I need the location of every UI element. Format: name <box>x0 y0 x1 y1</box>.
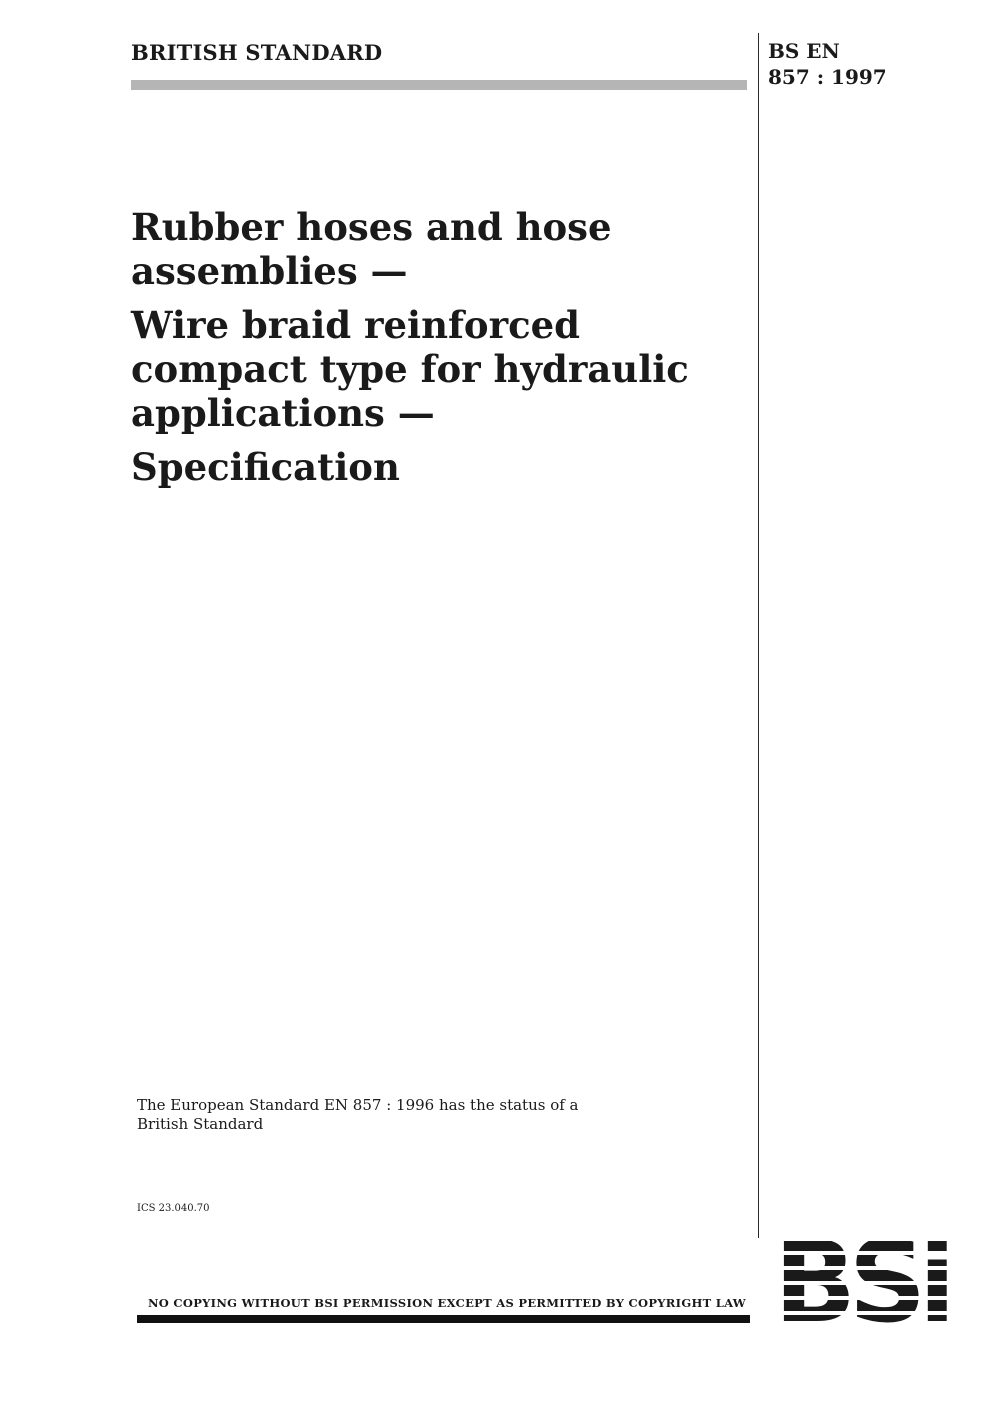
title-part-1: Rubber hoses and hose assemblies — <box>131 205 612 293</box>
bsi-logo-icon: BSi <box>774 1241 948 1324</box>
header-rule <box>131 80 747 90</box>
vertical-divider <box>758 33 759 1238</box>
standard-number-line1: BS EN <box>768 39 840 63</box>
standard-number-line2: 857 : 1997 <box>768 65 887 89</box>
footer-rule <box>137 1315 750 1323</box>
copyright-notice: NO COPYING WITHOUT BSI PERMISSION EXCEPT AS PERMITTED BY COPYRIGHT LAW <box>148 1296 747 1310</box>
standard-number <box>768 38 887 90</box>
document-title <box>131 205 741 499</box>
title-part-3: Specification <box>131 445 400 489</box>
document-type-label: BRITISH STANDARD <box>131 40 383 65</box>
status-line-1: The European Standard EN 857 : 1996 has the status of a <box>137 1096 579 1114</box>
status-statement <box>137 1096 597 1134</box>
title-part-2: Wire braid reinforced compact type for hydraulic applications — <box>131 303 689 435</box>
ics-code: ICS 23.040.70 <box>137 1203 210 1214</box>
status-line-2: British Standard <box>137 1115 264 1133</box>
